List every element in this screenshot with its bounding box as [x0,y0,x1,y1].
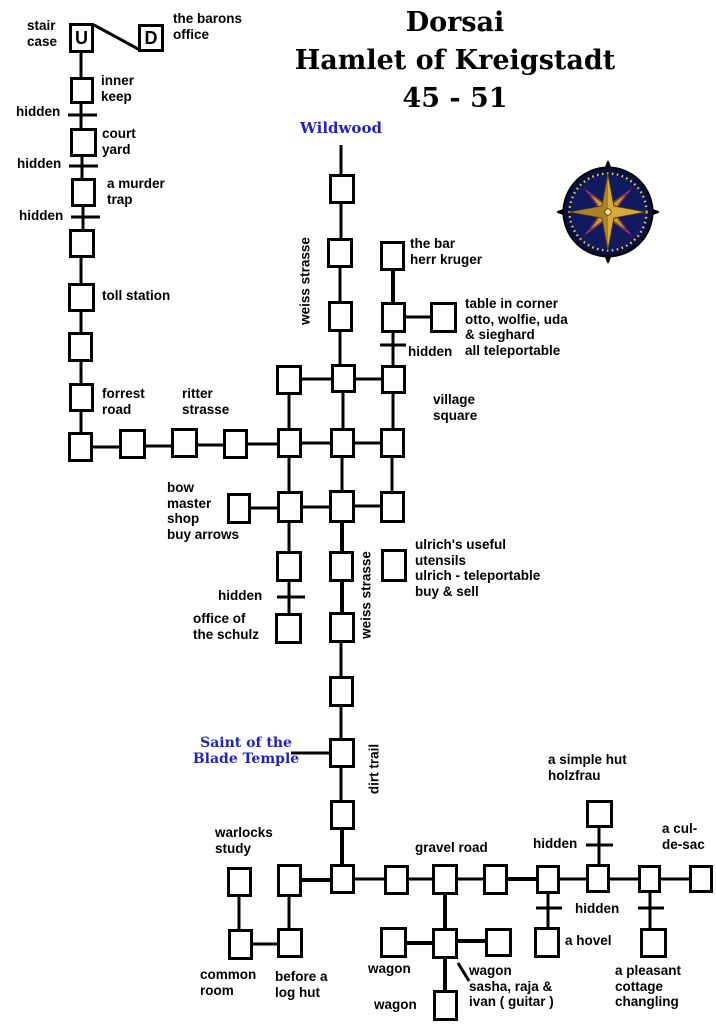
room-weiss-row-e [380,491,405,523]
room-square-ne [381,365,406,394]
room-wagon-w [380,927,407,958]
room-wagon-s [433,990,458,1021]
label-murder-trap: a murder trap [107,176,165,207]
room-stair-up: U [69,23,94,53]
title-region: Dorsai [405,7,505,38]
room-bar-south [381,302,406,333]
room-court-yard [70,128,97,157]
label-warlocks-study: warlocks study [215,825,273,856]
room-warlocks-study [227,867,252,897]
room-ritter-3 [223,429,248,459]
label-hidden-4: hidden [408,344,453,359]
room-weiss-s3 [329,676,354,707]
room-the-bar [380,241,405,271]
label-bow-master-shop: bow master shop buy arrows [167,480,240,542]
room-gravel-2 [384,865,409,895]
room-keep-road-1 [69,229,95,258]
label-dirt-trail: dirt trail [366,743,382,795]
label-hidden-7: hidden [575,901,620,916]
label-village-square: village square [433,392,478,423]
room-square-nw [276,365,302,395]
title-place: Hamlet of Kreigstadt [294,45,616,76]
room-weiss-row-w [277,491,303,523]
label-log-hut: before a log hut [275,969,328,1000]
room-keep-road-2 [68,332,93,362]
room-temple-junction [329,738,355,768]
room-wildwood-road-2 [327,238,353,268]
label-hidden-6: hidden [533,836,578,851]
room-dirt-trail-road [330,800,355,830]
room-wagon-e [485,928,512,957]
room-hovel [534,927,560,958]
room-murder-trap [71,178,96,207]
room-square-n [331,364,356,393]
room-schulz-office [275,613,302,644]
label-hidden-2: hidden [17,156,62,171]
label-toll-station: toll station [102,288,171,303]
label-weiss-strasse-2: weiss strasse [358,551,374,639]
room-gravel-4 [483,864,508,895]
label-hidden-3: hidden [19,208,64,223]
label-stair-case: stair case [27,18,58,49]
map-title [295,4,615,118]
label-wagon-1: wagon [368,961,411,976]
label-corner-table: table in corner otto, wolfie, uda & sieghard all teleportable [465,296,568,358]
room-schulz-north [276,551,302,582]
label-pleasant-cottage: a pleasant cottage changling [615,963,682,1009]
label-inner-keep: inner keep [101,73,135,104]
room-ritter-1 [119,429,146,459]
room-cottage [640,928,667,958]
title-levels: 45 - 51 [402,83,508,114]
room-stair-down: D [138,24,164,52]
room-ulrich-shop [381,549,407,582]
room-wildwood-road-1 [329,174,355,204]
room-weiss-s1 [329,551,354,582]
room-gravel-w [277,864,302,897]
label-cul-de-sac: a cul- de-sac [662,821,705,852]
label-schulz-office: office of the schulz [193,611,260,642]
label-wagon-3: wagon sasha, raja & ivan ( guitar ) [469,963,554,1009]
label-hovel: a hovel [565,933,612,948]
room-gravel-7 [638,865,661,893]
room-wagon-mid [432,928,458,959]
label-court-yard: court yard [102,126,136,157]
room-log-hut [277,928,303,958]
room-gravel-5 [536,865,560,894]
room-square-se [380,428,405,458]
label-ulrich-shop: ulrich's useful utensils ulrich - teleportable buy & sell [415,537,541,599]
label-weiss-strasse-1: weiss strasse [297,237,313,325]
room-gravel-1 [330,864,355,894]
label-hidden-5: hidden [218,588,263,603]
label-barons-office: the barons office [173,11,243,42]
room-toll-station [68,283,95,312]
label-hidden-1: hidden [16,104,61,119]
room-road-corner [68,432,93,462]
room-simple-hut [586,800,613,828]
label-the-bar: the bar herr kruger [410,236,483,267]
label-forrest-road: forrest road [102,386,145,417]
label-saint-blade-temple: Saint of the Blade Temple [192,735,300,767]
room-wildwood-road-3 [328,301,353,332]
edge-line [458,963,469,981]
label-gravel-road: gravel road [415,840,488,855]
label-simple-hut: a simple hut holzfrau [548,752,627,783]
room-gravel-3 [432,864,458,895]
edge-line [94,25,140,50]
label-wagon-2: wagon [374,997,417,1012]
room-weiss-s2 [329,612,355,643]
room-square-sw [277,428,302,458]
room-ritter-2 [171,428,198,458]
room-weiss-row-mid [329,490,355,523]
room-cul-de-sac [689,865,713,893]
room-corner-table [430,302,457,333]
room-forrest-road [69,383,94,412]
room-common-room [228,929,253,960]
room-square-s [330,428,355,458]
label-wildwood: Wildwood [300,119,382,137]
compass-rose-icon [556,160,660,264]
label-common-room: common room [200,967,257,998]
room-gravel-6 [586,864,610,893]
label-ritter-strasse: ritter strasse [182,386,230,417]
room-inner-keep [70,77,94,104]
